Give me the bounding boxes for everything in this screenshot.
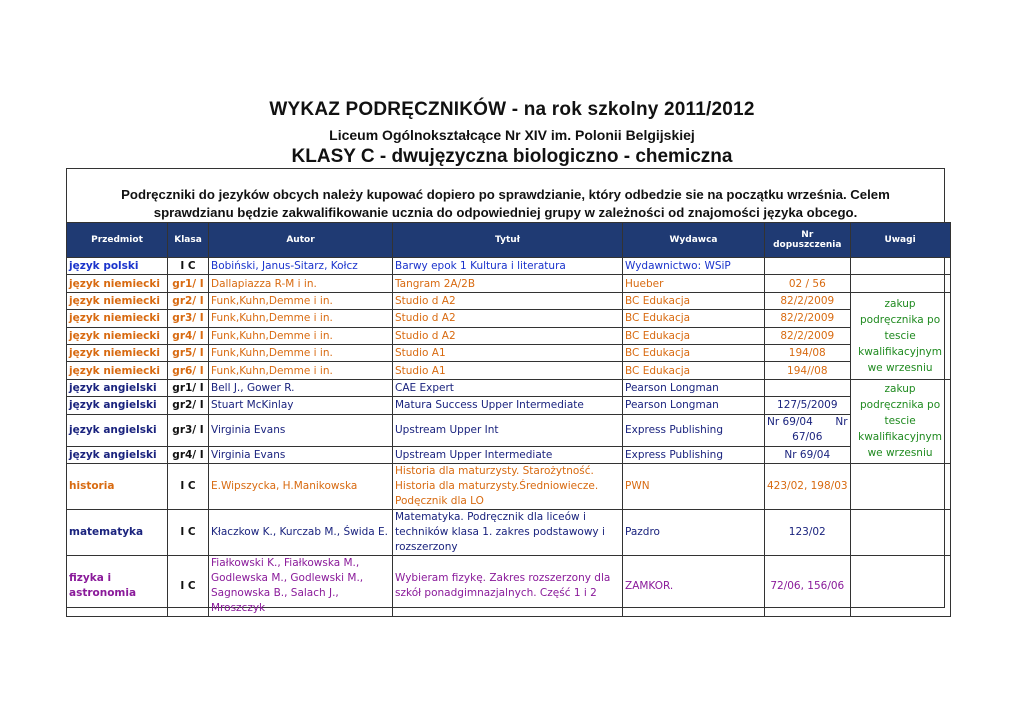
cell-tytul: Historia dla maturzysty. Starożytność. Historia dla maturzysty.Średniowiecze. Podęcznik dla LO xyxy=(393,463,623,509)
cell-tytul: Studio A1 xyxy=(393,344,623,361)
cell-tytul: Barwy epok 1 Kultura i literatura xyxy=(393,258,623,275)
cell-autor: Bobiński, Janus-Sitarz, Kołcz xyxy=(209,258,393,275)
cell-uwagi xyxy=(850,463,950,509)
cell-przedmiot: język angielski xyxy=(67,397,168,414)
cell-tytul: Studio d A2 xyxy=(393,310,623,327)
cell-wydawca: Pearson Longman xyxy=(623,397,765,414)
cell-przedmiot: język angielski xyxy=(67,446,168,463)
table-row xyxy=(67,414,951,446)
nr-header-line-1: Nr xyxy=(801,230,814,240)
cell-nr: 82/2/2009 xyxy=(765,292,851,309)
cell-autor: Fiałkowski K., Fiałkowska M., Godlewska M., Godlewski M., Sagnowska B., Salach J., Mroszczyk xyxy=(209,555,393,616)
cell-klasa: gr1/ I xyxy=(168,379,209,396)
nr-part-b: Nr xyxy=(835,416,848,429)
cell-uwagi xyxy=(850,509,950,555)
cell-wydawca: Pearson Longman xyxy=(623,379,765,396)
cell-tytul: Matematyka. Podręcznik dla liceów i techników klasa 1. zakres podstawowy i rozszerzony xyxy=(393,509,623,555)
cell-wydawca: BC Edukacja xyxy=(623,344,765,361)
table-row xyxy=(67,555,951,616)
table-header-row xyxy=(67,223,951,258)
page-title: WYKAZ PODRĘCZNIKÓW - na rok szkolny 2011/2012 xyxy=(269,99,755,120)
cell-przedmiot: język polski xyxy=(67,258,168,275)
cell-nr: 127/5/2009 xyxy=(765,397,851,414)
cell-przedmiot: fizyka i astronomia xyxy=(67,555,168,616)
cell-nr: 123/02 xyxy=(765,509,851,555)
cell-wydawca: PWN xyxy=(623,463,765,509)
cell-tytul: Studio d A2 xyxy=(393,327,623,344)
cell-klasa: gr2/ I xyxy=(168,397,209,414)
cell-wydawca: Express Publishing xyxy=(623,446,765,463)
table-row xyxy=(67,446,951,463)
cell-przedmiot: język niemiecki xyxy=(67,292,168,309)
notice-text xyxy=(66,186,945,222)
cell-wydawca: BC Edukacja xyxy=(623,327,765,344)
textbook-table xyxy=(66,222,951,617)
table-row xyxy=(67,310,951,327)
nr-part-c: 67/06 xyxy=(792,431,823,444)
table-row xyxy=(67,327,951,344)
cell-klasa: I C xyxy=(168,509,209,555)
cell-przedmiot: historia xyxy=(67,463,168,509)
cell-nr xyxy=(765,414,851,446)
cell-autor: Funk,Kuhn,Demme i in. xyxy=(209,327,393,344)
notice-line-1: Podręczniki do jezyków obcych należy kupować dopiero po sprawdzianie, który odbedzie sie na początku września. Celem xyxy=(121,187,890,202)
cell-nr: 82/2/2009 xyxy=(765,310,851,327)
cell-uwagi-niemiecki: zakup podręcznika po tescie kwalifikacyjnym we wrzesniu xyxy=(850,292,950,379)
cell-wydawca: ZAMKOR. xyxy=(623,555,765,616)
cell-uwagi xyxy=(850,258,950,275)
column-header-autor: Autor xyxy=(209,223,393,258)
column-header-przedmiot: Przedmiot xyxy=(67,223,168,258)
cell-autor: Funk,Kuhn,Demme i in. xyxy=(209,292,393,309)
cell-wydawca: Pazdro xyxy=(623,509,765,555)
notice-line-2: sprawdzianu będzie zakwalifikowanie ucznia do odpowiedniej grupy w zależności od znajomości języka obcego. xyxy=(153,205,858,220)
cell-uwagi-angielski: zakup podręcznika po tescie kwalifikacyjnym we wrzesniu xyxy=(850,379,950,463)
cell-autor: Funk,Kuhn,Demme i in. xyxy=(209,310,393,327)
cell-klasa: gr3/ I xyxy=(168,414,209,446)
cell-tytul: Studio d A2 xyxy=(393,292,623,309)
cell-autor: Virginia Evans xyxy=(209,414,393,446)
nr-header-line-2: dopuszczenia xyxy=(773,240,842,250)
column-header-tytul: Tytuł xyxy=(393,223,623,258)
cell-klasa: I C xyxy=(168,258,209,275)
cell-uwagi xyxy=(850,555,950,616)
cell-przedmiot: język niemiecki xyxy=(67,310,168,327)
cell-wydawca: Wydawnictwo: WSiP xyxy=(623,258,765,275)
table-row xyxy=(67,258,951,275)
cell-przedmiot: język niemiecki xyxy=(67,327,168,344)
table-row xyxy=(67,509,951,555)
table-row xyxy=(67,362,951,379)
cell-nr: 423/02, 198/03 xyxy=(765,463,851,509)
table-row xyxy=(67,292,951,309)
cell-autor: Bell J., Gower R. xyxy=(209,379,393,396)
cell-przedmiot: język angielski xyxy=(67,379,168,396)
cell-nr: 82/2/2009 xyxy=(765,327,851,344)
cell-wydawca: BC Edukacja xyxy=(623,292,765,309)
cell-wydawca: Express Publishing xyxy=(623,414,765,446)
cell-wydawca: BC Edukacja xyxy=(623,310,765,327)
cell-tytul: Upstream Upper Intermediate xyxy=(393,446,623,463)
table-row xyxy=(67,397,951,414)
table-row xyxy=(67,463,951,509)
cell-nr: 194/08 xyxy=(765,344,851,361)
cell-klasa: gr6/ I xyxy=(168,362,209,379)
nr-line-top xyxy=(767,415,848,430)
cell-przedmiot: język niemiecki xyxy=(67,344,168,361)
table-row xyxy=(67,275,951,292)
cell-klasa: gr4/ I xyxy=(168,446,209,463)
cell-tytul: Studio A1 xyxy=(393,362,623,379)
cell-klasa: gr1/ I xyxy=(168,275,209,292)
cell-przedmiot: matematyka xyxy=(67,509,168,555)
cell-klasa: gr5/ I xyxy=(168,344,209,361)
cell-tytul: CAE Expert xyxy=(393,379,623,396)
class-title: KLASY C - dwujęzyczna biologiczno - chemiczna xyxy=(291,146,733,167)
cell-nr: 02 / 56 xyxy=(765,275,851,292)
cell-tytul: Upstream Upper Int xyxy=(393,414,623,446)
cell-tytul: Wybieram fizykę. Zakres rozszerzony dla szkół ponadgimnazjalnych. Część 1 i 2 xyxy=(393,555,623,616)
cell-wydawca: BC Edukacja xyxy=(623,362,765,379)
cell-przedmiot: język niemiecki xyxy=(67,362,168,379)
cell-klasa: I C xyxy=(168,463,209,509)
cell-autor: Kłaczkow K., Kurczab M., Świda E. xyxy=(209,509,393,555)
cell-klasa: gr3/ I xyxy=(168,310,209,327)
cell-autor: Funk,Kuhn,Demme i in. xyxy=(209,344,393,361)
nr-part-a: Nr 69/04 xyxy=(767,416,813,429)
cell-tytul: Tangram 2A/2B xyxy=(393,275,623,292)
cell-wydawca: Hueber xyxy=(623,275,765,292)
cell-autor: Dallapiazza R-M i in. xyxy=(209,275,393,292)
cell-przedmiot: język niemiecki xyxy=(67,275,168,292)
cell-uwagi xyxy=(850,275,950,292)
cell-autor: Virginia Evans xyxy=(209,446,393,463)
cell-nr xyxy=(765,258,851,275)
cell-nr: 72/06, 156/06 xyxy=(765,555,851,616)
column-header-klasa: Klasa xyxy=(168,223,209,258)
cell-autor: E.Wipszycka, H.Manikowska xyxy=(209,463,393,509)
column-header-nr xyxy=(765,223,851,258)
cell-klasa: gr4/ I xyxy=(168,327,209,344)
cell-autor: Funk,Kuhn,Demme i in. xyxy=(209,362,393,379)
column-header-uwagi: Uwagi xyxy=(850,223,950,258)
cell-autor: Stuart McKinlay xyxy=(209,397,393,414)
table-row xyxy=(67,379,951,396)
column-header-wydawca: Wydawca xyxy=(623,223,765,258)
cell-klasa: I C xyxy=(168,555,209,616)
cell-przedmiot: język angielski xyxy=(67,414,168,446)
school-name: Liceum Ogólnokształcące Nr XIV im. Polonii Belgijskiej xyxy=(329,127,695,143)
table-row xyxy=(67,344,951,361)
cell-nr xyxy=(765,379,851,396)
cell-nr: Nr 69/04 xyxy=(765,446,851,463)
cell-nr: 194//08 xyxy=(765,362,851,379)
cell-klasa: gr2/ I xyxy=(168,292,209,309)
cell-tytul: Matura Success Upper Intermediate xyxy=(393,397,623,414)
